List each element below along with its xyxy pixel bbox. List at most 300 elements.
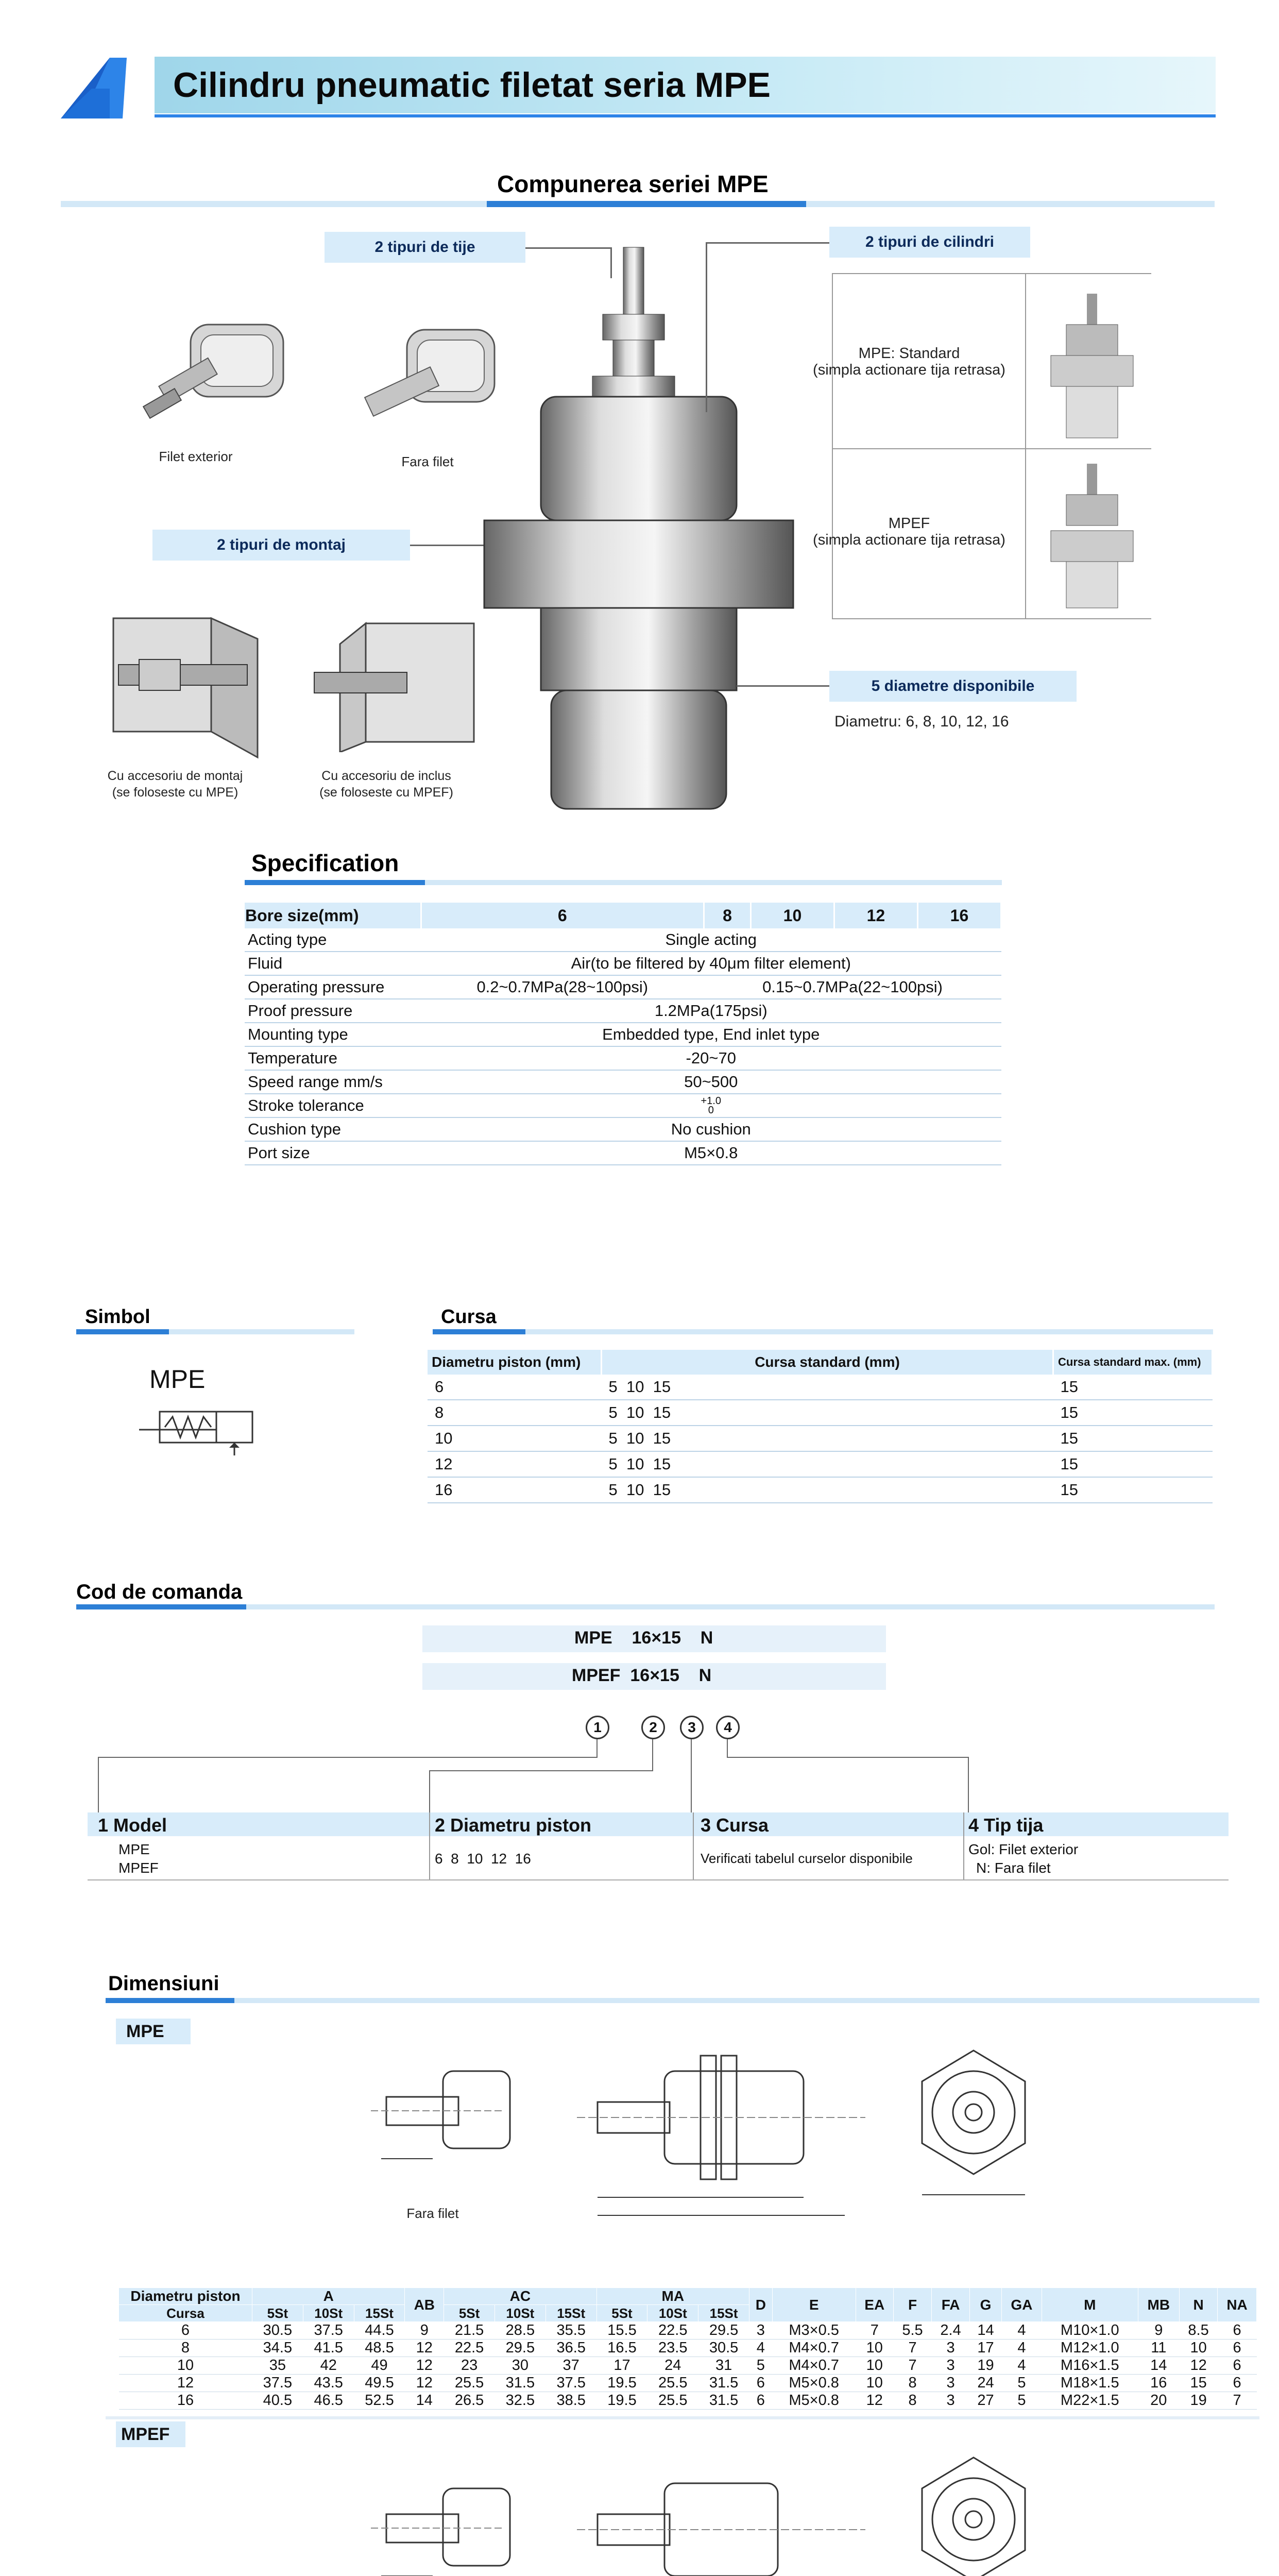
code1-rod: N bbox=[700, 1628, 713, 1648]
dim-th: A bbox=[252, 2288, 405, 2305]
code1-model: MPE bbox=[574, 1628, 612, 1648]
dims-bar bbox=[106, 1998, 1259, 2003]
mount-embedded-image bbox=[309, 613, 484, 752]
table-cell: 7 bbox=[1218, 2392, 1257, 2410]
dim-th: NA bbox=[1218, 2288, 1257, 2322]
spec-label: Mounting type bbox=[245, 1023, 421, 1046]
order-col-model: 1 Model bbox=[98, 1815, 167, 1836]
table-cell: 7 bbox=[893, 2340, 931, 2357]
cursa-header-row bbox=[428, 1350, 1213, 1375]
table-cell: 15.5 bbox=[596, 2322, 647, 2340]
cyl-standard-image bbox=[1035, 289, 1149, 443]
table-cell: 25.5 bbox=[647, 2392, 698, 2410]
table-row bbox=[119, 2340, 1257, 2357]
table-cell: 8 bbox=[893, 2375, 931, 2392]
dim-th: D bbox=[749, 2288, 772, 2322]
order-col-model-l2: MPEF bbox=[118, 1860, 159, 1876]
mpef-end-drawing bbox=[907, 2447, 1041, 2576]
table-cell: 2.4 bbox=[932, 2322, 970, 2340]
order-col-tija: 4 Tip tija bbox=[968, 1815, 1044, 1836]
table-cell: 19 bbox=[1180, 2392, 1218, 2410]
diam-leader bbox=[737, 685, 829, 687]
diam-text: Diametru: 6, 8, 10, 12, 16 bbox=[834, 713, 1009, 730]
dim-th: Diametru piston bbox=[119, 2288, 252, 2305]
composition-bar-accent bbox=[487, 201, 806, 207]
dim-sub: 10St bbox=[303, 2305, 354, 2322]
table-cell: 14 bbox=[1138, 2357, 1180, 2375]
table-row bbox=[119, 2357, 1257, 2375]
spec-bore: 8 bbox=[704, 903, 751, 928]
code2-model: MPEF bbox=[572, 1666, 621, 1685]
table-cell: 3 bbox=[932, 2392, 970, 2410]
mount-accessory-label: Cu accesoriu de montaj (se foloseste cu MPE) bbox=[107, 769, 243, 800]
cursa-cell: 8 bbox=[428, 1400, 602, 1426]
table-cell: 4 bbox=[1001, 2340, 1042, 2357]
table-cell: 8.5 bbox=[1180, 2322, 1218, 2340]
rod-no-thread-label: Fara filet bbox=[401, 454, 454, 469]
order-bar bbox=[76, 1604, 1215, 1609]
table-cell: 3 bbox=[749, 2322, 772, 2340]
cursa-cell: 15 bbox=[1053, 1400, 1213, 1426]
order-title: Cod de comanda bbox=[76, 1581, 243, 1603]
table-cell: M18×1.5 bbox=[1042, 2375, 1138, 2392]
table-cell: 16 bbox=[119, 2392, 252, 2410]
table-cell: 7 bbox=[856, 2322, 893, 2340]
cursa-header: Cursa standard (mm) bbox=[602, 1350, 1053, 1375]
table-cell: 3 bbox=[932, 2357, 970, 2375]
order-col-cursa: 3 Cursa bbox=[701, 1815, 769, 1836]
table-cell: 23.5 bbox=[647, 2340, 698, 2357]
code1-bore: 16 bbox=[632, 1628, 652, 1648]
table-cell: 30 bbox=[494, 2357, 545, 2375]
cursa-cell: 12 bbox=[428, 1451, 602, 1477]
cyl-panel-bot bbox=[832, 618, 1151, 619]
table-cell: 12 bbox=[1180, 2357, 1218, 2375]
cyl-mpef-label: MPEF (simpla actionare tija retrasa) bbox=[813, 515, 1005, 548]
table-cell: 17 bbox=[970, 2340, 1002, 2357]
table-cell: M16×1.5 bbox=[1042, 2357, 1138, 2375]
spec-row bbox=[245, 975, 1001, 999]
table-cell: 23 bbox=[444, 2357, 495, 2375]
dim-sub: 5St bbox=[444, 2305, 495, 2322]
cyl-standard-label: MPE: Standard (simpla actionare tija retrasa) bbox=[813, 345, 1005, 378]
dim-sub: 10St bbox=[494, 2305, 545, 2322]
table-cell: 19 bbox=[970, 2357, 1002, 2375]
cursa-row bbox=[428, 1375, 1213, 1400]
spec-bore: 16 bbox=[917, 903, 1001, 928]
dim-th: MB bbox=[1138, 2288, 1180, 2322]
table-cell: 21.5 bbox=[444, 2322, 495, 2340]
table-cell: 6 bbox=[1218, 2322, 1257, 2340]
cursa-cell: 15 bbox=[1053, 1375, 1213, 1400]
spec-label: Temperature bbox=[245, 1046, 421, 1070]
mpe-end-drawing bbox=[907, 2040, 1041, 2205]
spec-bore: 6 bbox=[421, 903, 704, 928]
spec-value: Embedded type, End inlet type bbox=[421, 1023, 1001, 1046]
order-bottom bbox=[88, 1879, 1229, 1880]
table-cell: 25.5 bbox=[647, 2375, 698, 2392]
table-cell: 14 bbox=[405, 2392, 444, 2410]
cursa-row bbox=[428, 1426, 1213, 1451]
order-lead bbox=[968, 1757, 969, 1814]
symbol-title: Simbol bbox=[85, 1306, 150, 1328]
page-title: Cilindru pneumatic filetat seria MPE bbox=[173, 65, 771, 105]
table-cell: 32.5 bbox=[494, 2392, 545, 2410]
order-num-3: 3 bbox=[680, 1716, 704, 1739]
order-lead bbox=[727, 1757, 969, 1758]
order-lead bbox=[98, 1757, 99, 1814]
mpe-rod-drawing bbox=[361, 2056, 515, 2190]
order-num-4: 4 bbox=[716, 1716, 740, 1739]
dims-t1-body bbox=[119, 2322, 1257, 2410]
mpe-tag: MPE bbox=[116, 2019, 191, 2044]
table-cell: 25.5 bbox=[444, 2375, 495, 2392]
cyl-mpef-image bbox=[1035, 459, 1149, 613]
table-cell: 6 bbox=[119, 2322, 252, 2340]
dim-th: MA bbox=[596, 2288, 749, 2305]
order-lead bbox=[727, 1739, 728, 1757]
table-cell: 35.5 bbox=[545, 2322, 596, 2340]
table-cell: M12×1.0 bbox=[1042, 2340, 1138, 2357]
order-col-model-l1: MPE bbox=[118, 1841, 150, 1857]
table-cell: 14 bbox=[970, 2322, 1002, 2340]
table-cell: 29.5 bbox=[698, 2322, 749, 2340]
table-cell: 20 bbox=[1138, 2392, 1180, 2410]
code2 bbox=[572, 1666, 711, 1686]
table-cell: 44.5 bbox=[354, 2322, 405, 2340]
spec-value: No cushion bbox=[421, 1117, 1001, 1141]
table-cell: 49.5 bbox=[354, 2375, 405, 2392]
dims-bar-accent bbox=[106, 1998, 234, 2003]
table-cell: 3 bbox=[932, 2375, 970, 2392]
code2-rod: N bbox=[698, 1666, 712, 1685]
table-cell: M4×0.7 bbox=[772, 2357, 856, 2375]
table-cell: 12 bbox=[856, 2392, 893, 2410]
table-cell: 28.5 bbox=[494, 2322, 545, 2340]
table-cell: 37 bbox=[545, 2357, 596, 2375]
spec-row bbox=[245, 1117, 1001, 1141]
spec-value: Air(to be filtered by 40μm filter element) bbox=[421, 952, 1001, 975]
cursa-cell: 5 10 15 bbox=[602, 1477, 1053, 1503]
spec-value: M5×0.8 bbox=[421, 1141, 1001, 1165]
spec-row bbox=[245, 952, 1001, 975]
cursa-cell: 16 bbox=[428, 1477, 602, 1503]
order-bar-accent bbox=[76, 1604, 246, 1609]
cursa-header: Cursa standard max. (mm) bbox=[1053, 1350, 1213, 1375]
dim-th: N bbox=[1180, 2288, 1218, 2322]
spec-value: Single acting bbox=[421, 928, 1001, 952]
table-cell: 37.5 bbox=[545, 2375, 596, 2392]
table-cell: 40.5 bbox=[252, 2392, 303, 2410]
order-col-tija-l2: N: Fara filet bbox=[976, 1860, 1051, 1876]
dims-table-mpe bbox=[118, 2287, 1257, 2410]
mpef-side-drawing bbox=[546, 2432, 896, 2576]
table-cell: M22×1.5 bbox=[1042, 2392, 1138, 2410]
cyl-panel-left bbox=[832, 273, 833, 618]
table-cell: 10 bbox=[856, 2375, 893, 2392]
spec-bar-accent bbox=[245, 880, 425, 885]
table-cell: 42 bbox=[303, 2357, 354, 2375]
table-cell: M4×0.7 bbox=[772, 2340, 856, 2357]
table-cell: 15 bbox=[1180, 2375, 1218, 2392]
table-cell: 30.5 bbox=[698, 2340, 749, 2357]
cyl-panel-div bbox=[1025, 273, 1026, 618]
table-cell: 8 bbox=[119, 2340, 252, 2357]
spec-label: Operating pressure bbox=[245, 975, 421, 999]
diam-callout: 5 diametre disponibile bbox=[829, 671, 1077, 702]
cyl-leader bbox=[706, 242, 829, 244]
table-cell: 9 bbox=[405, 2322, 444, 2340]
mount-embedded-label: Cu accesoriu de inclus (se foloseste cu MPEF) bbox=[319, 769, 453, 800]
cursa-cell: 15 bbox=[1053, 1451, 1213, 1477]
brand-logo-icon bbox=[61, 53, 154, 120]
dim-header-row bbox=[119, 2288, 1257, 2305]
table-cell: 5.5 bbox=[893, 2322, 931, 2340]
fara-filet-label: Fara filet bbox=[406, 2206, 459, 2221]
code1 bbox=[574, 1628, 713, 1648]
table-cell: 19.5 bbox=[596, 2392, 647, 2410]
rod-external-thread-image bbox=[139, 309, 325, 443]
table-cell: 26.5 bbox=[444, 2392, 495, 2410]
cursa-title: Cursa bbox=[441, 1306, 497, 1328]
mount-types-callout: 2 tipuri de montaj bbox=[152, 530, 410, 561]
dims-title: Dimensiuni bbox=[108, 1972, 219, 1995]
order-sep bbox=[429, 1812, 430, 1879]
mpe-side-drawing bbox=[546, 2020, 896, 2236]
cursa-cell: 6 bbox=[428, 1375, 602, 1400]
spec-row bbox=[245, 999, 1001, 1023]
table-cell: M5×0.8 bbox=[772, 2375, 856, 2392]
table-cell: 30.5 bbox=[252, 2322, 303, 2340]
dim-th: AB bbox=[405, 2288, 444, 2322]
spec-value: -20~70 bbox=[421, 1046, 1001, 1070]
table-cell: 6 bbox=[1218, 2375, 1257, 2392]
table-cell: 6 bbox=[1218, 2357, 1257, 2375]
cyl-leader-v bbox=[706, 242, 707, 412]
table-cell: 11 bbox=[1138, 2340, 1180, 2357]
table-cell: 16.5 bbox=[596, 2340, 647, 2357]
spec-row bbox=[245, 1141, 1001, 1165]
symbol-label: MPE bbox=[149, 1365, 206, 1394]
spec-label: Proof pressure bbox=[245, 999, 421, 1023]
table-cell: 6 bbox=[1218, 2340, 1257, 2357]
dim-th: M bbox=[1042, 2288, 1138, 2322]
table-cell: M10×1.0 bbox=[1042, 2322, 1138, 2340]
dim-th: FA bbox=[932, 2288, 970, 2322]
table-cell: 10 bbox=[856, 2340, 893, 2357]
spec-bore: 10 bbox=[751, 903, 834, 928]
table-cell: 16 bbox=[1138, 2375, 1180, 2392]
table-cell: 19.5 bbox=[596, 2375, 647, 2392]
cyl-panel-top bbox=[832, 273, 1151, 274]
table-cell: 49 bbox=[354, 2357, 405, 2375]
dim-th: E bbox=[772, 2288, 856, 2322]
table-cell: 34.5 bbox=[252, 2340, 303, 2357]
cyl-types-callout: 2 tipuri de cilindri bbox=[829, 227, 1030, 258]
table-cell: 36.5 bbox=[545, 2340, 596, 2357]
cursa-cell: 5 10 15 bbox=[602, 1451, 1053, 1477]
dim-th: GA bbox=[1001, 2288, 1042, 2322]
spec-label: Port size bbox=[245, 1141, 421, 1165]
cursa-bar bbox=[433, 1329, 1213, 1334]
table-cell: 24 bbox=[970, 2375, 1002, 2392]
cursa-row bbox=[428, 1451, 1213, 1477]
table-cell: 5 bbox=[749, 2357, 772, 2375]
order-lead bbox=[652, 1739, 653, 1770]
table-cell: 48.5 bbox=[354, 2340, 405, 2357]
spec-row bbox=[245, 1046, 1001, 1070]
table-cell: 37.5 bbox=[303, 2322, 354, 2340]
spec-label: Fluid bbox=[245, 952, 421, 975]
spec-row bbox=[245, 1094, 1001, 1117]
order-col-tija-l1: Gol: Filet exterior bbox=[968, 1841, 1079, 1857]
table-cell: 4 bbox=[749, 2340, 772, 2357]
symbol-bar-accent bbox=[76, 1329, 169, 1334]
mpef-rod-drawing bbox=[361, 2473, 515, 2576]
table-cell: 22.5 bbox=[444, 2340, 495, 2357]
code2-bore: 16 bbox=[630, 1666, 650, 1685]
spec-label: Speed range mm/s bbox=[245, 1070, 421, 1094]
table-cell: M5×0.8 bbox=[772, 2392, 856, 2410]
table-cell: 31.5 bbox=[494, 2375, 545, 2392]
table-cell: 17 bbox=[596, 2357, 647, 2375]
mpef-bar bbox=[106, 2416, 1259, 2419]
table-cell: 3 bbox=[932, 2340, 970, 2357]
dim-th: EA bbox=[856, 2288, 893, 2322]
code2-x: × bbox=[650, 1666, 660, 1685]
table-cell: 8 bbox=[893, 2392, 931, 2410]
dim-sub: 15St bbox=[354, 2305, 405, 2322]
cursa-cell: 15 bbox=[1053, 1477, 1213, 1503]
tolerance-plus: +1.0 bbox=[701, 1095, 721, 1107]
table-cell: 31.5 bbox=[698, 2392, 749, 2410]
dim-sub: 10St bbox=[647, 2305, 698, 2322]
cursa-table bbox=[428, 1350, 1213, 1503]
order-col-cursa-l1: Verificati tabelul curselor disponibile bbox=[701, 1851, 913, 1866]
spec-label: Acting type bbox=[245, 928, 421, 952]
order-sep bbox=[693, 1812, 694, 1879]
spec-tolerance bbox=[421, 1094, 1001, 1117]
order-head-bg bbox=[88, 1812, 1229, 1836]
spec-row bbox=[245, 1070, 1001, 1094]
spec-value: 50~500 bbox=[421, 1070, 1001, 1094]
tolerance-zero: 0 bbox=[708, 1105, 714, 1116]
table-cell: 29.5 bbox=[494, 2340, 545, 2357]
dim-th: AC bbox=[444, 2288, 596, 2305]
table-cell: 27 bbox=[970, 2392, 1002, 2410]
dim-sub: Cursa bbox=[119, 2305, 252, 2322]
table-cell: 12 bbox=[405, 2357, 444, 2375]
table-cell: 4 bbox=[1001, 2357, 1042, 2375]
code1-stroke: 15 bbox=[661, 1628, 681, 1648]
table-cell: 24 bbox=[647, 2357, 698, 2375]
table-cell: 6 bbox=[749, 2375, 772, 2392]
table-cell: 6 bbox=[749, 2392, 772, 2410]
table-cell: 22.5 bbox=[647, 2322, 698, 2340]
mount-accessory-image bbox=[103, 608, 273, 762]
spec-row bbox=[245, 928, 1001, 952]
table-row bbox=[119, 2322, 1257, 2340]
cursa-cell: 5 10 15 bbox=[602, 1375, 1053, 1400]
order-lead bbox=[429, 1770, 430, 1814]
mpef-tag: MPEF bbox=[116, 2421, 185, 2447]
order-table bbox=[88, 1812, 1229, 1885]
order-lead bbox=[691, 1739, 692, 1814]
order-col-diam: 2 Diametru piston bbox=[435, 1815, 592, 1836]
spec-row bbox=[245, 1023, 1001, 1046]
table-cell: M3×0.5 bbox=[772, 2322, 856, 2340]
table-row bbox=[119, 2375, 1257, 2392]
table-cell: 4 bbox=[1001, 2322, 1042, 2340]
table-cell: 9 bbox=[1138, 2322, 1180, 2340]
table-row bbox=[119, 2392, 1257, 2410]
cylinder-symbol-icon bbox=[139, 1401, 263, 1458]
dim-sub: 15St bbox=[698, 2305, 749, 2322]
table-cell: 37.5 bbox=[252, 2375, 303, 2392]
table-cell: 38.5 bbox=[545, 2392, 596, 2410]
table-cell: 10 bbox=[1180, 2340, 1218, 2357]
order-lead bbox=[98, 1757, 598, 1758]
table-cell: 12 bbox=[405, 2375, 444, 2392]
spec-value: 0.15~0.7MPa(22~100psi) bbox=[704, 975, 1001, 999]
cursa-cell: 5 10 15 bbox=[602, 1426, 1053, 1451]
table-cell: 7 bbox=[893, 2357, 931, 2375]
rod-external-label: Filet exterior bbox=[159, 449, 233, 464]
table-cell: 41.5 bbox=[303, 2340, 354, 2357]
dim-th: G bbox=[970, 2288, 1002, 2322]
table-cell: 12 bbox=[119, 2375, 252, 2392]
spec-label: Cushion type bbox=[245, 1117, 421, 1141]
dim-sub: 15St bbox=[545, 2305, 596, 2322]
cursa-header: Diametru piston (mm) bbox=[428, 1350, 602, 1375]
dim-sub: 5St bbox=[252, 2305, 303, 2322]
dim-sub: 5St bbox=[596, 2305, 647, 2322]
cyl-panel-mid bbox=[832, 448, 1151, 449]
order-sep bbox=[963, 1812, 964, 1879]
code1-x: × bbox=[651, 1628, 662, 1648]
code2-stroke: 15 bbox=[660, 1666, 679, 1685]
spec-value: 1.2MPa(175psi) bbox=[421, 999, 1001, 1023]
spec-header-row bbox=[245, 903, 1001, 928]
table-cell: 43.5 bbox=[303, 2375, 354, 2392]
spec-label: Stroke tolerance bbox=[245, 1094, 421, 1117]
table-cell: 10 bbox=[119, 2357, 252, 2375]
composition-title: Compunerea seriei MPE bbox=[497, 171, 769, 197]
table-cell: 46.5 bbox=[303, 2392, 354, 2410]
table-cell: 31 bbox=[698, 2357, 749, 2375]
spec-table bbox=[245, 903, 1002, 1165]
header-underline bbox=[155, 114, 1216, 117]
cursa-cell: 5 10 15 bbox=[602, 1400, 1053, 1426]
order-num-2: 2 bbox=[641, 1716, 665, 1739]
dim-th: F bbox=[893, 2288, 931, 2322]
cursa-row bbox=[428, 1400, 1213, 1426]
table-cell: 10 bbox=[856, 2357, 893, 2375]
spec-header-label: Bore size(mm) bbox=[245, 903, 421, 928]
spec-value: 0.2~0.7MPa(28~100psi) bbox=[421, 975, 704, 999]
order-lead bbox=[429, 1770, 653, 1771]
table-cell: 52.5 bbox=[354, 2392, 405, 2410]
cursa-cell: 15 bbox=[1053, 1426, 1213, 1451]
order-num-1: 1 bbox=[586, 1716, 609, 1739]
table-cell: 12 bbox=[405, 2340, 444, 2357]
table-cell: 5 bbox=[1001, 2392, 1042, 2410]
main-cylinder-image bbox=[474, 242, 804, 814]
table-cell: 35 bbox=[252, 2357, 303, 2375]
cursa-bar-accent bbox=[433, 1329, 525, 1334]
order-lead bbox=[596, 1739, 598, 1757]
order-col-diam-l1: 6 8 10 12 16 bbox=[435, 1851, 531, 1867]
